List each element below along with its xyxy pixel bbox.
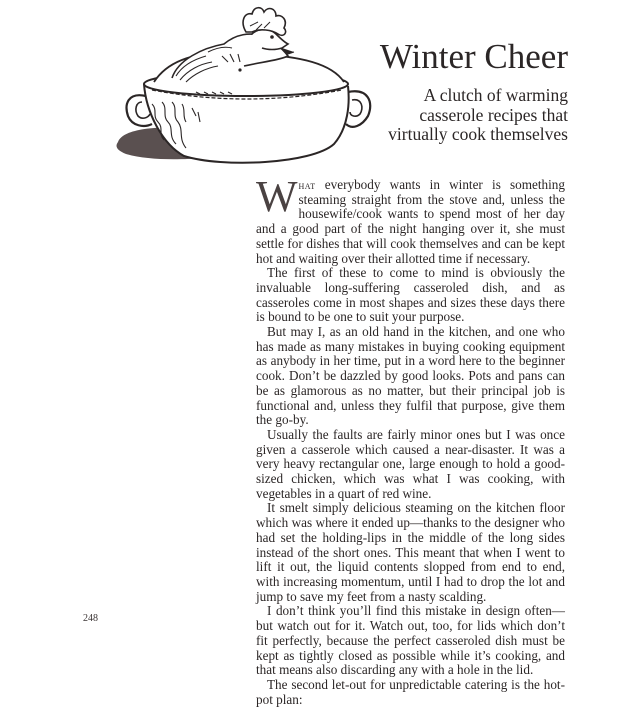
page-subtitle: A clutch of warming casserole recipes that virtually cook themselves	[388, 85, 568, 144]
paragraph-7: The second let-out for unpredictable catering is the hot-pot plan:	[256, 676, 565, 707]
paragraph-5: It smelt simply delicious steaming on the kitchen floor which was where it ended up—thanks to the designer who had set the holding-lips in the middle of the long sides instead of the short ones. This meant that when I went to lift it out, the liquid contents slopped from end to end, with increasing momentum, until I had to drop the lot and jump to save my feet from a nasty scalding.	[256, 500, 565, 604]
paragraph-3: But may I, as an old hand in the kitchen, and one who has made as many mistakes in buying cooking equipment as anybody in her time, put in a word here to the beginner cook. Don’t be dazzled by good looks. Pots and pans can be as glamorous as no matter, but their principal job is functional and, unless they fulfil that purpose, give them the go-by.	[256, 324, 565, 428]
hen-casserole-icon	[112, 4, 374, 170]
title-block	[372, 38, 568, 145]
page-number: 248	[83, 613, 98, 624]
drop-cap: W	[256, 172, 298, 221]
hen-casserole-illustration	[112, 4, 374, 170]
paragraph-4: Usually the faults are fairly minor ones but I was once given a casserole which caused a near-disaster. It was a very heavy rectangular one, large enough to hold a good-sized chicken, which was what I was cooking, with vegetables in a quart of red wine.	[256, 426, 565, 501]
paragraph-2: The first of these to come to mind is obviously the invaluable long-suffering casseroled dish, and as casseroles come in most shapes and sizes these days there is bound to be one to suit your purpose.	[256, 265, 565, 325]
paragraph-1	[256, 172, 565, 266]
lead-in-smallcaps: hat	[298, 178, 316, 192]
paragraph-1-text: everybody wants in winter is something steaming straight from the stove and, unless the housewife/cook wants to spend most of her day and a good part of the night hanging over it, she must settle for dishes that will cook themselves and can be kept hot and waiting over their allotted time if necessary.	[256, 177, 565, 266]
page-title: Winter Cheer	[379, 37, 568, 76]
paragraph-6: I don’t think you’ll find this mistake in design often—but watch out for it. Watch out, too, for lids which don’t fit perfectly, because the perfect casseroled dish must be kept as tightly closed as possible while it’s cooking, and that means also discarding any with a hole in the lid.	[256, 603, 565, 678]
article-body	[256, 172, 565, 707]
